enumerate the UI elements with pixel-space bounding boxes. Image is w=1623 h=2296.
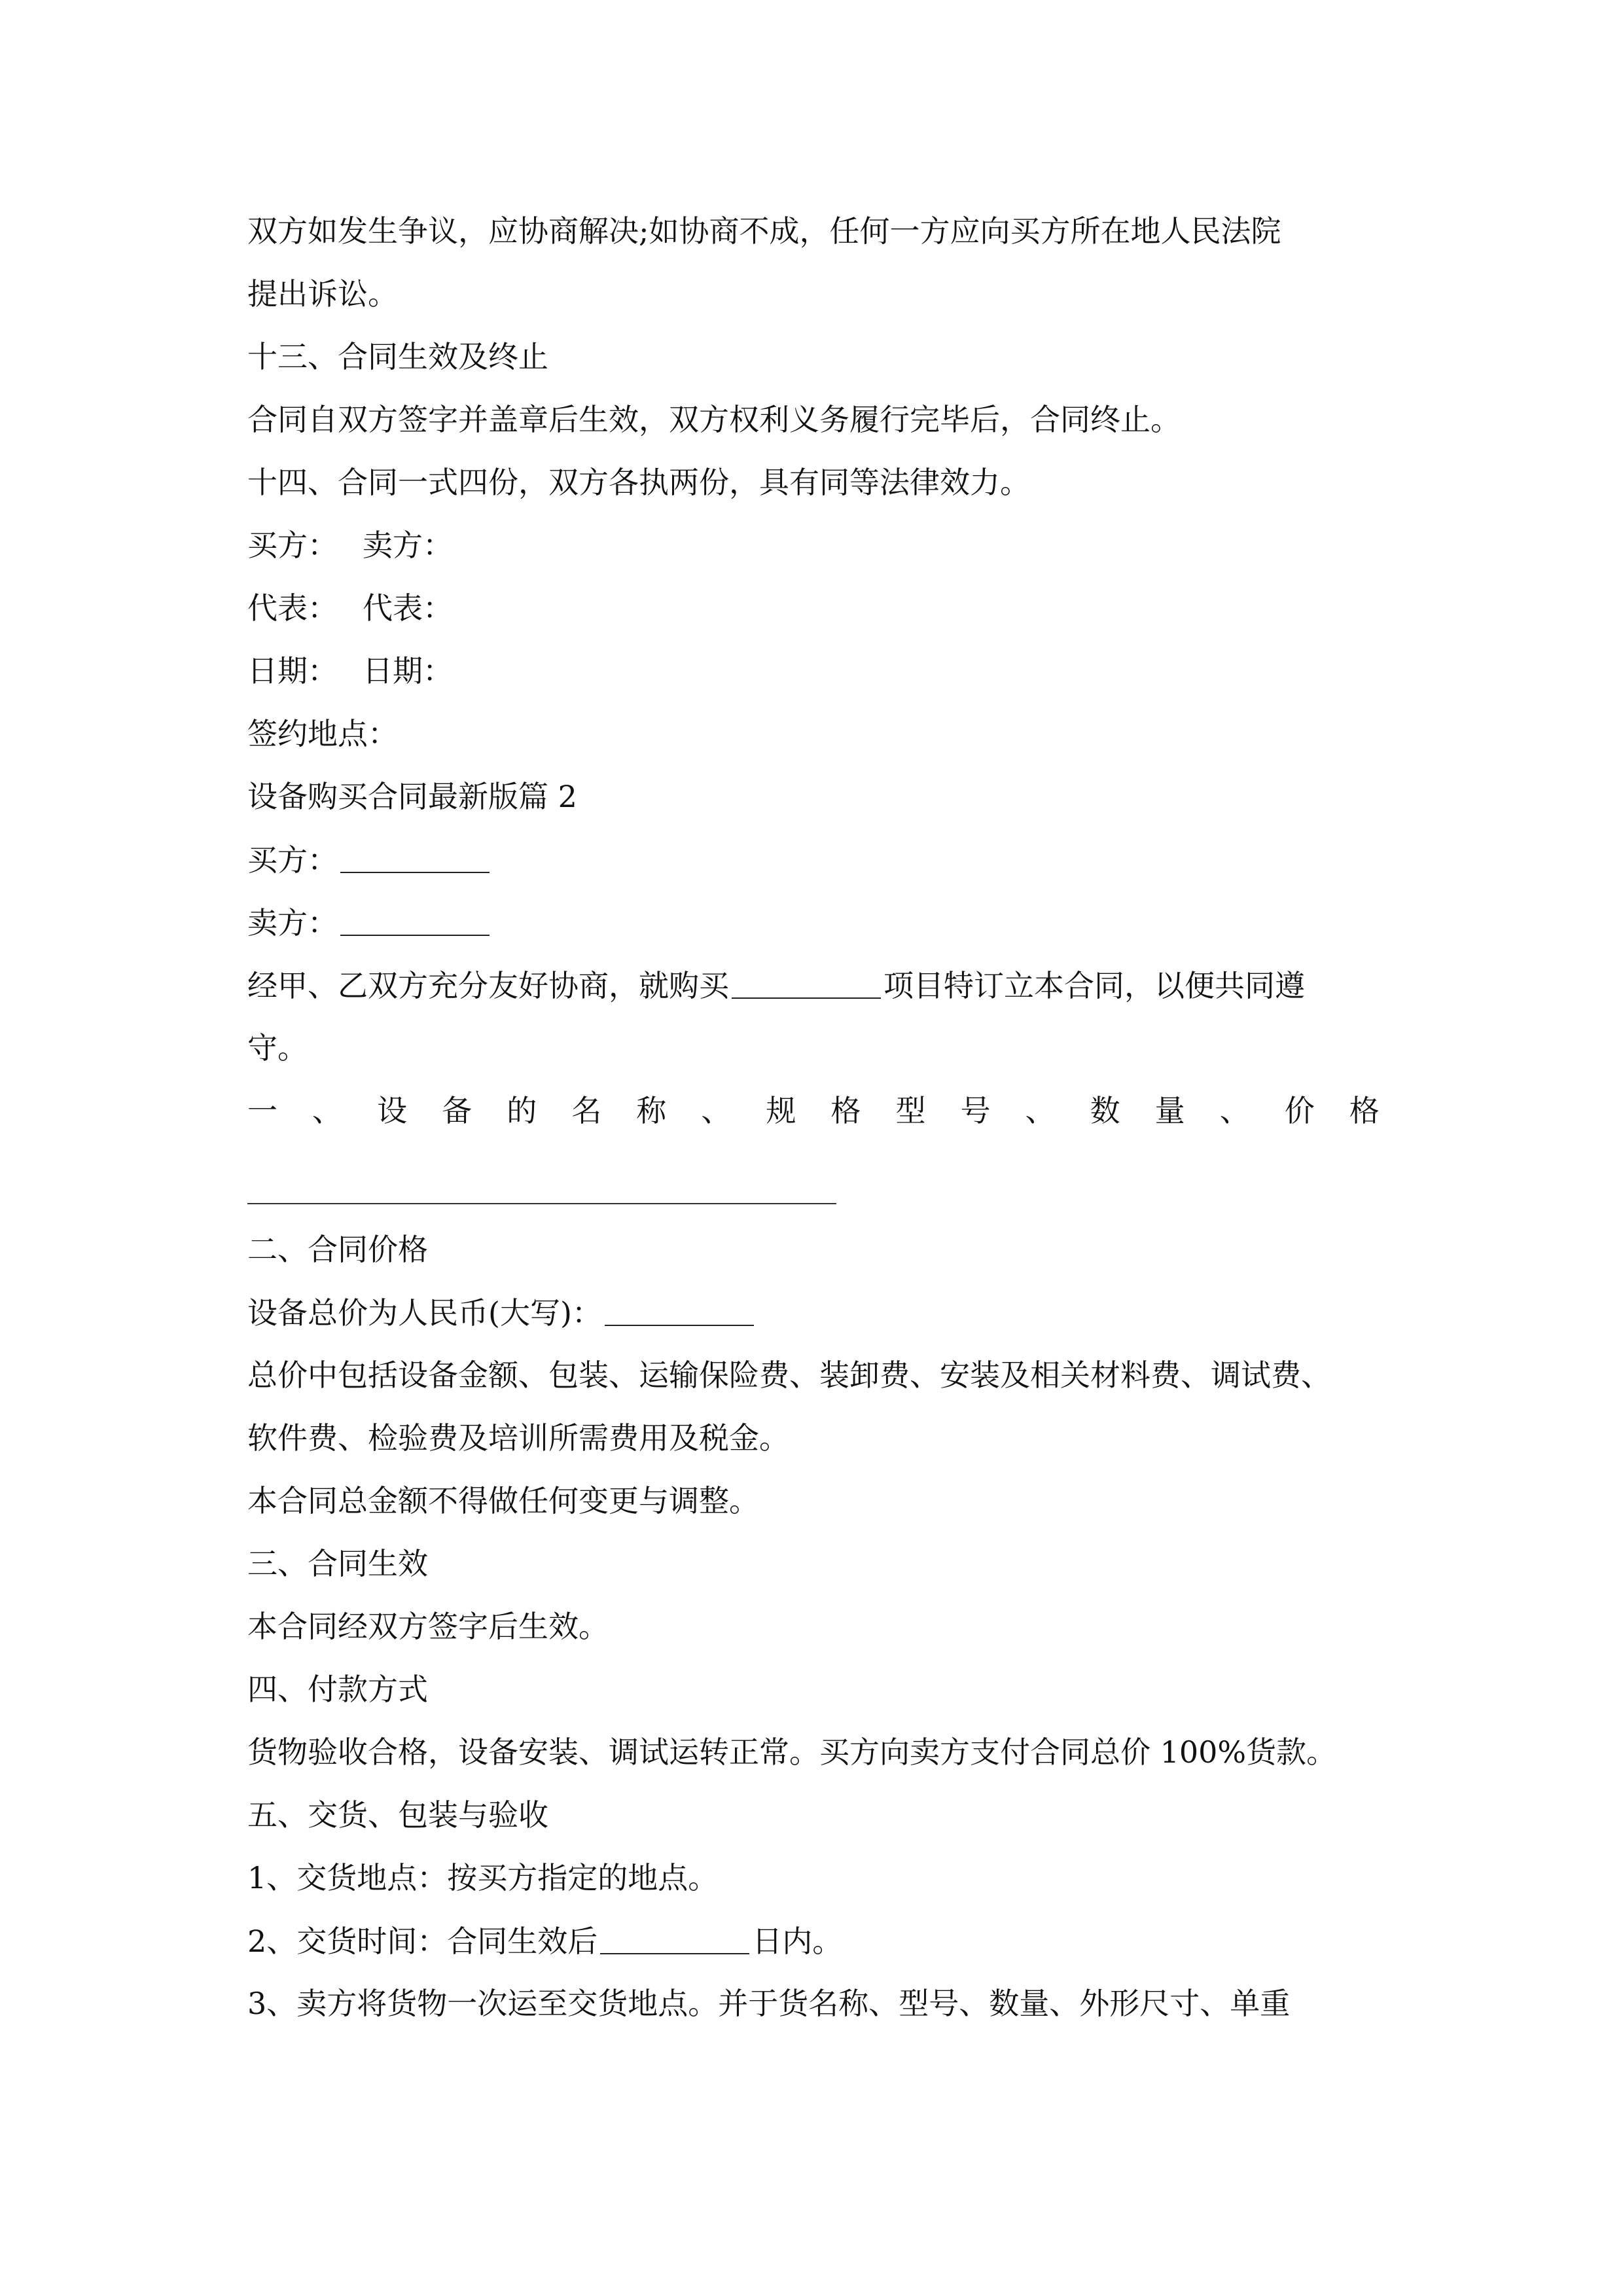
section-5-title: 五、交货、包装与验收 [247, 1797, 548, 1833]
contract-2-buyer-label: 买方： [247, 842, 338, 878]
signature-date-row [247, 651, 1380, 691]
section-1-char: 称 [636, 1093, 667, 1128]
buyer-date-label: 日期： [247, 653, 338, 689]
section-13-title: 十三、合同生效及终止 [247, 339, 548, 374]
section-2-title: 二、合同价格 [247, 1232, 428, 1267]
contract-2-seller-label: 卖方： [247, 905, 338, 941]
section-1-char: 格 [1349, 1093, 1380, 1128]
section-5-item-1: 1、交货地点：按买方指定的地点。 [247, 1860, 719, 1895]
section-1-title [247, 1090, 1380, 1131]
section-1-char: 数 [1090, 1093, 1120, 1128]
section-1-char: 号 [960, 1093, 991, 1128]
contract-2-buyer-row [247, 839, 1380, 880]
total-price-label: 设备总价为人民币(大写)： [247, 1295, 602, 1331]
section-1-char: 一 [247, 1093, 277, 1128]
section-1-char: 、 [1025, 1093, 1056, 1128]
section-14: 十四、合同一式四份，双方各执两份，具有同等法律效力。 [247, 465, 1030, 500]
section-1-fill-blank [247, 1203, 836, 1204]
seller-signature-label: 卖方： [363, 528, 453, 563]
delivery-days-blank [600, 1923, 749, 1954]
section-3-body: 本合同经双方签字后生效。 [247, 1609, 609, 1644]
paragraph-dispute: 双方如发生争议，应协商解决;如协商不成，任何一方应向买方所在地人民法院 [247, 213, 1281, 249]
section-1-char: 、 [312, 1093, 343, 1128]
section-5-item-2 [247, 1920, 1380, 1962]
section-1-char: 格 [830, 1093, 861, 1128]
section-4-title: 四、付款方式 [247, 1672, 428, 1707]
section-1-char: 、 [1219, 1093, 1250, 1128]
intro-text-b: 项目特订立本合同，以便共同遵 [883, 968, 1305, 1003]
seller-rep-label: 代表： [363, 590, 453, 626]
section-1-char: 的 [507, 1093, 537, 1128]
section-1-char: 备 [442, 1093, 473, 1128]
section-2-includes: 总价中包括设备金额、包装、运输保险费、装卸费、安装及相关材料费、调试费、 [247, 1357, 1331, 1393]
buyer-signature-label: 买方： [247, 528, 338, 563]
section-1-char: 设 [377, 1093, 408, 1128]
section-1-char: 价 [1284, 1093, 1315, 1128]
intro-text-a: 经甲、乙双方充分友好协商，就购买 [247, 968, 729, 1003]
signature-party-row [247, 525, 1380, 565]
buyer-rep-label: 代表： [247, 590, 338, 626]
section-1-char: 量 [1154, 1093, 1185, 1128]
section-1-char: 型 [895, 1093, 926, 1128]
section-1-char: 规 [766, 1093, 796, 1128]
buyer-name-blank [340, 842, 490, 873]
section-4-body: 货物验收合格，设备安装、调试运转正常。买方向卖方支付合同总价 100%货款。 [247, 1734, 1337, 1770]
signature-rep-row [247, 588, 1380, 628]
section-5-item-3: 3、卖方将货物一次运至交货地点。并于货名称、型号、数量、外形尺寸、单重 [247, 1986, 1291, 2021]
contract-2-intro [247, 965, 1380, 1006]
signing-place-label: 签约地点： [247, 716, 398, 751]
section-1-char: 名 [571, 1093, 602, 1128]
total-price-blank [605, 1295, 754, 1326]
delivery-time-label: 2、交货时间：合同生效后 [247, 1924, 598, 1959]
section-1-char: 、 [701, 1093, 732, 1128]
seller-name-blank [340, 905, 490, 936]
section-3-title: 三、合同生效 [247, 1546, 428, 1581]
section-13-body: 合同自双方签字并盖章后生效，双方权利义务履行完毕后，合同终止。 [247, 402, 1181, 437]
section-2-total-row [247, 1292, 1380, 1333]
contract-2-intro-cont: 守。 [247, 1030, 308, 1066]
section-2-fixed-amount: 本合同总金额不得做任何变更与调整。 [247, 1483, 759, 1518]
contract-2-seller-row [247, 902, 1380, 943]
project-name-blank [732, 967, 881, 999]
seller-date-label: 日期： [363, 653, 453, 689]
section-2-includes-cont: 软件费、检验费及培训所需费用及税金。 [247, 1420, 789, 1456]
paragraph-dispute-cont: 提出诉讼。 [247, 276, 398, 312]
contract-2-title: 设备购买合同最新版篇 2 [247, 779, 577, 814]
delivery-time-suffix: 日内。 [752, 1924, 843, 1959]
